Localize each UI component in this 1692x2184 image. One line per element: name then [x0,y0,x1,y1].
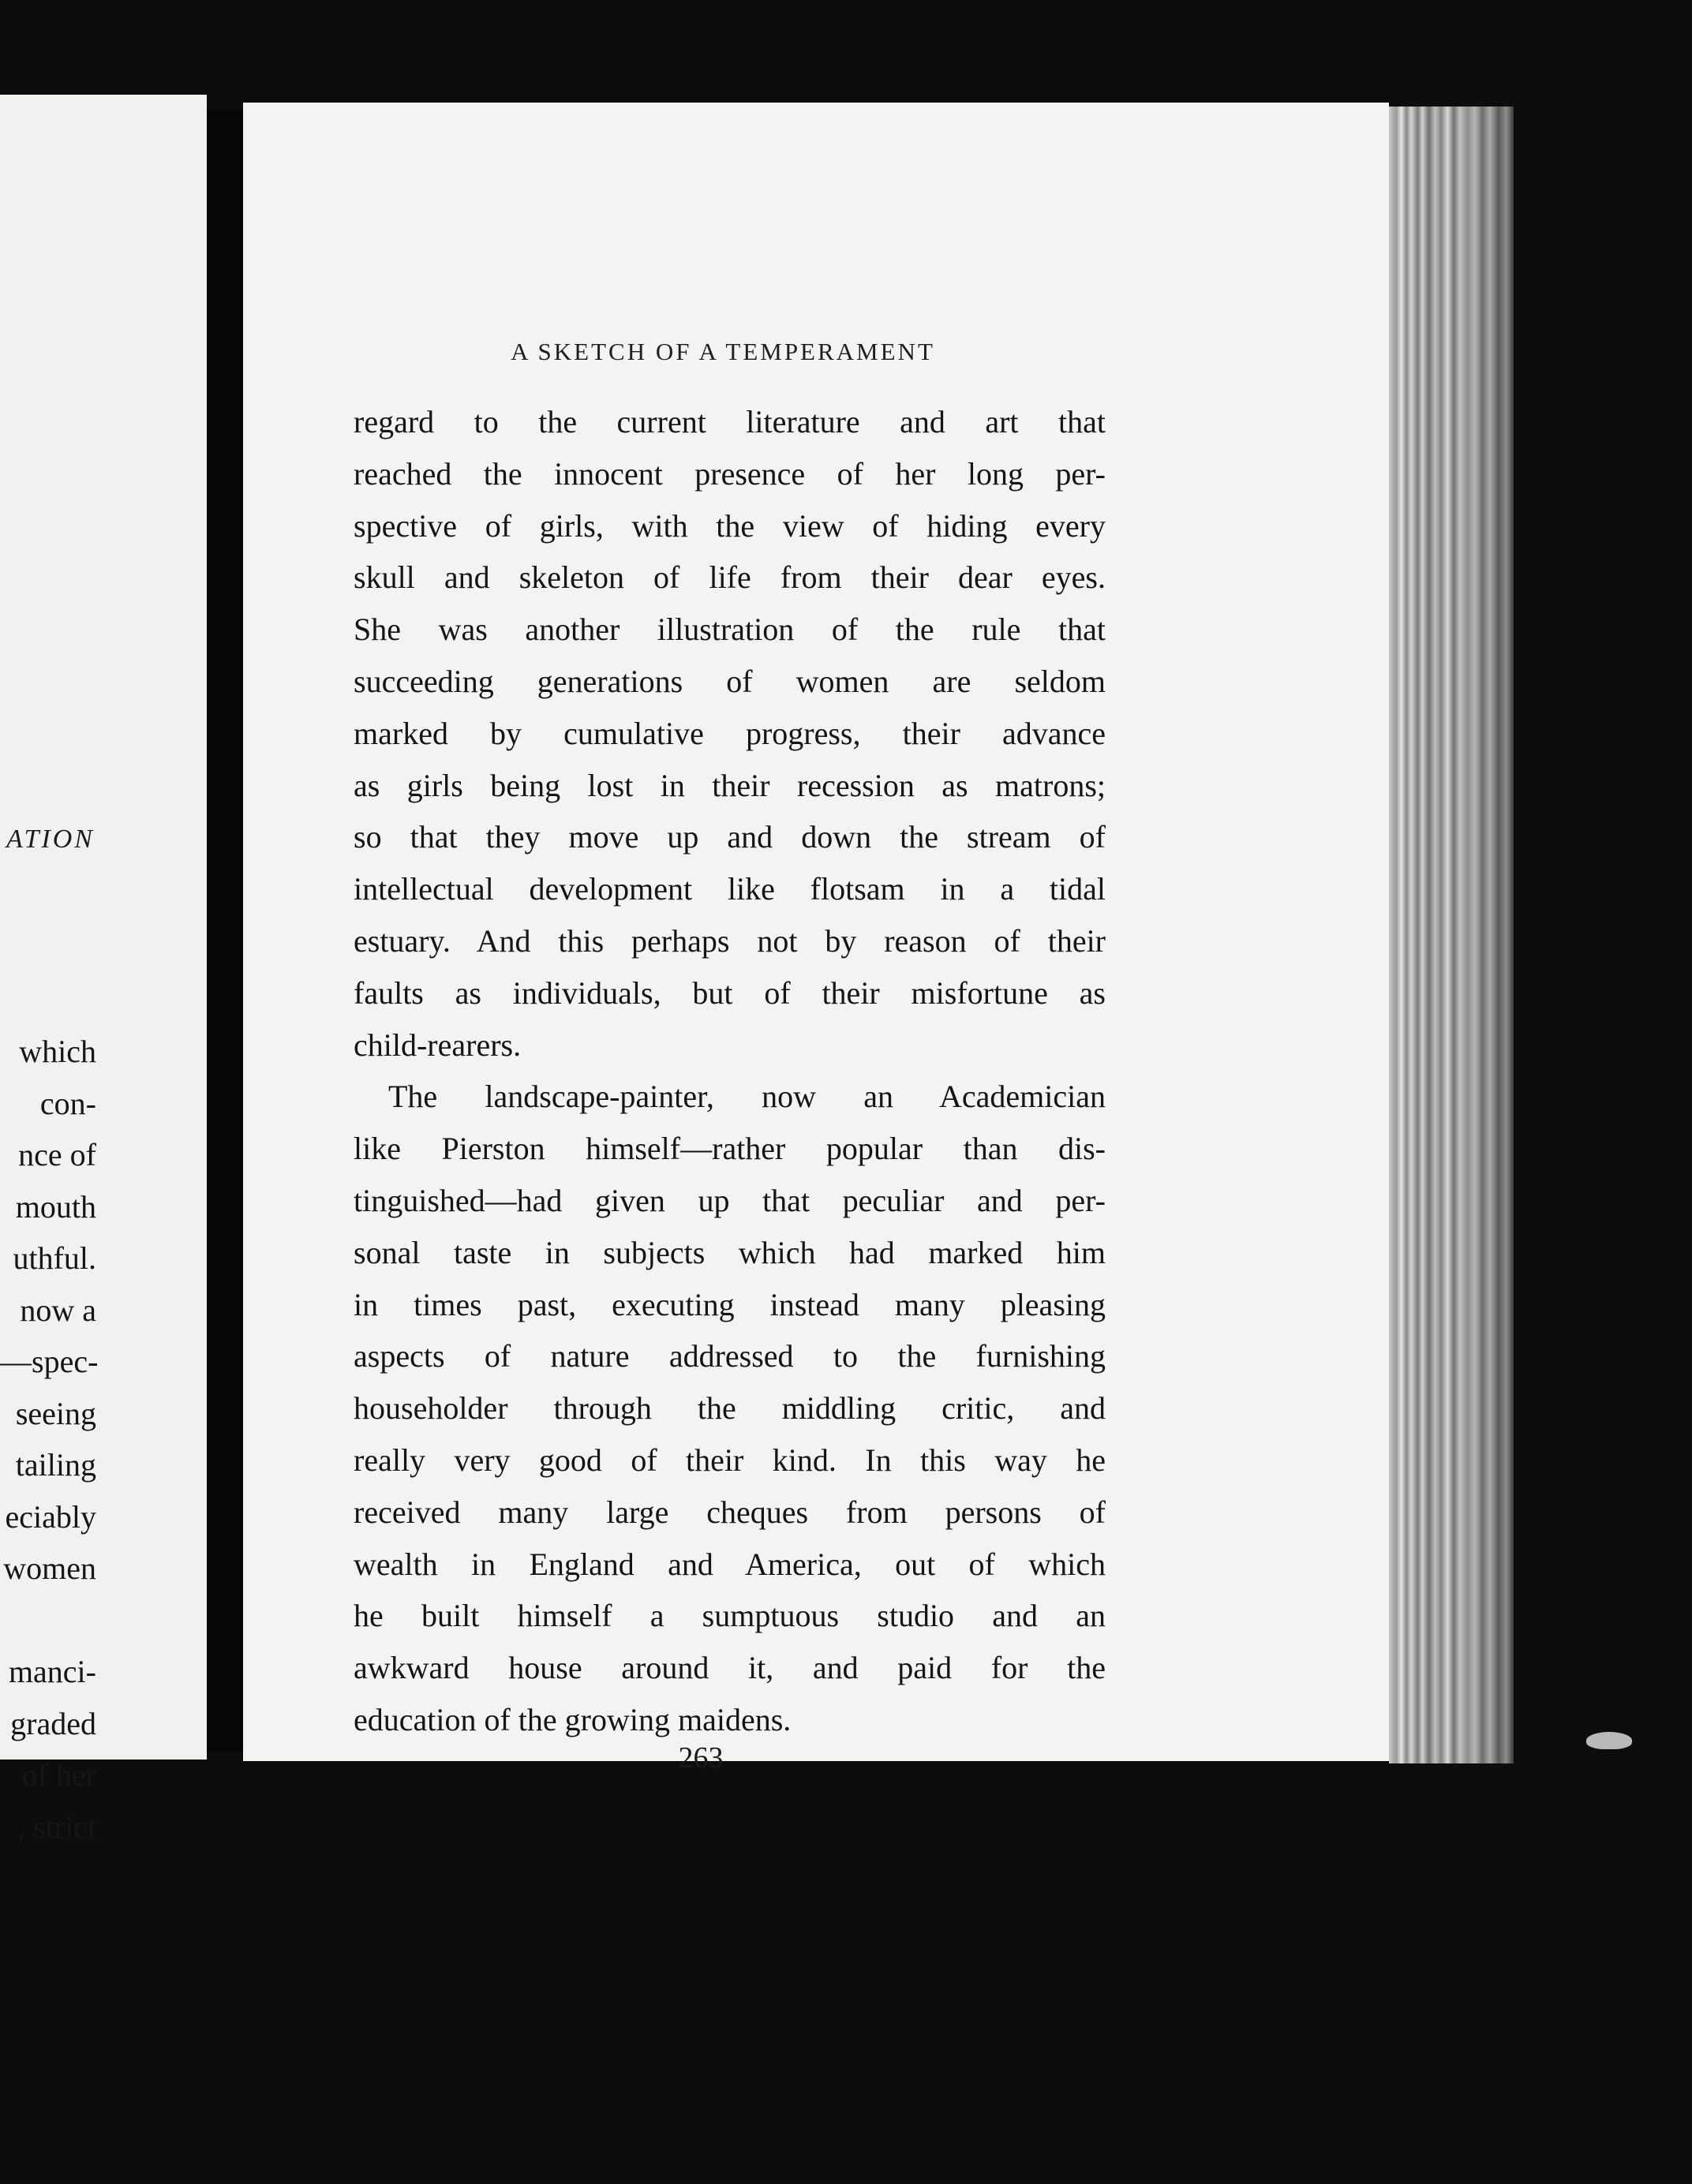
text-line: householder through the middling critic, and [354,1390,1106,1427]
left-page-text [0,1026,99,1853]
text-line: in times past, executing instead many pleasing [354,1286,1106,1322]
left-line: seeing [15,1395,96,1431]
left-line: uthful. [13,1240,96,1276]
left-line: con- [39,1085,96,1121]
running-head: A SKETCH OF A TEMPERAMENT [511,338,935,365]
right-page [243,103,1389,1774]
left-running-head: ATION [6,825,95,854]
text-line: succeeding generations of women are seldom [354,663,1106,699]
left-page [0,95,207,1845]
page-edges [1389,107,1514,1763]
left-line: manci- [8,1654,96,1689]
left-line: —spec- [0,1344,99,1379]
text-line: like Pierston himself—rather popular than dis- [354,1131,1106,1167]
text-line: marked by cumulative progress, their advance [354,715,1106,751]
text-line: regard to the current literature and art that [354,404,1106,439]
text-line: She was another illustration of the rule that [354,611,1106,648]
text-line: really very good of their kind. In this way he [354,1442,1106,1478]
text-line: spective of girls, with the view of hiding every [354,507,1106,544]
text-line: as girls being lost in their recession as matrons; [354,767,1106,803]
page-number: 263 [678,1741,724,1774]
left-line: graded [10,1705,96,1741]
left-line: nce of [18,1137,96,1172]
left-line: , strict [17,1808,96,1845]
text-line: received many large cheques from persons of [354,1494,1106,1530]
page-body [354,396,1106,1746]
text-line: skull and skeleton of life from their dear eyes. [354,559,1106,596]
text-line: sonal taste in subjects which had marked him [354,1234,1106,1270]
left-line: now a [20,1292,96,1328]
text-line: faults as individuals, but of their misfortune as [354,974,1106,1011]
left-line: mouth [15,1188,96,1225]
left-line: which [19,1034,96,1069]
left-line: eciably [5,1498,96,1535]
text-line: aspects of nature addressed to the furnishing [354,1338,1106,1374]
left-line [0,1595,96,1647]
left-line: tailing [15,1447,96,1483]
text-line: child-rearers. [354,1027,522,1063]
text-line: he built himself a sumptuous studio and an [354,1598,1106,1634]
left-line: of her [21,1757,96,1793]
text-line: so that they move up and down the stream of [354,819,1106,855]
left-line: women [3,1550,96,1586]
scanner-clip-mark [1586,1732,1632,1749]
text-line: tinguished—had given up that peculiar and per- [354,1182,1106,1218]
text-line: reached the innocent presence of her long per- [354,455,1106,492]
text-line: The landscape-painter, now an Academician [388,1079,1106,1115]
text-line: education of the growing maidens. [354,1701,792,1737]
text-line: awkward house around it, and paid for the [354,1650,1106,1686]
text-line: estuary. And this perhaps not by reason of their [354,922,1106,959]
text-line: intellectual development like flotsam in a tidal [354,871,1106,907]
book-gutter [207,110,243,1752]
text-line: wealth in England and America, out of which [354,1546,1106,1582]
